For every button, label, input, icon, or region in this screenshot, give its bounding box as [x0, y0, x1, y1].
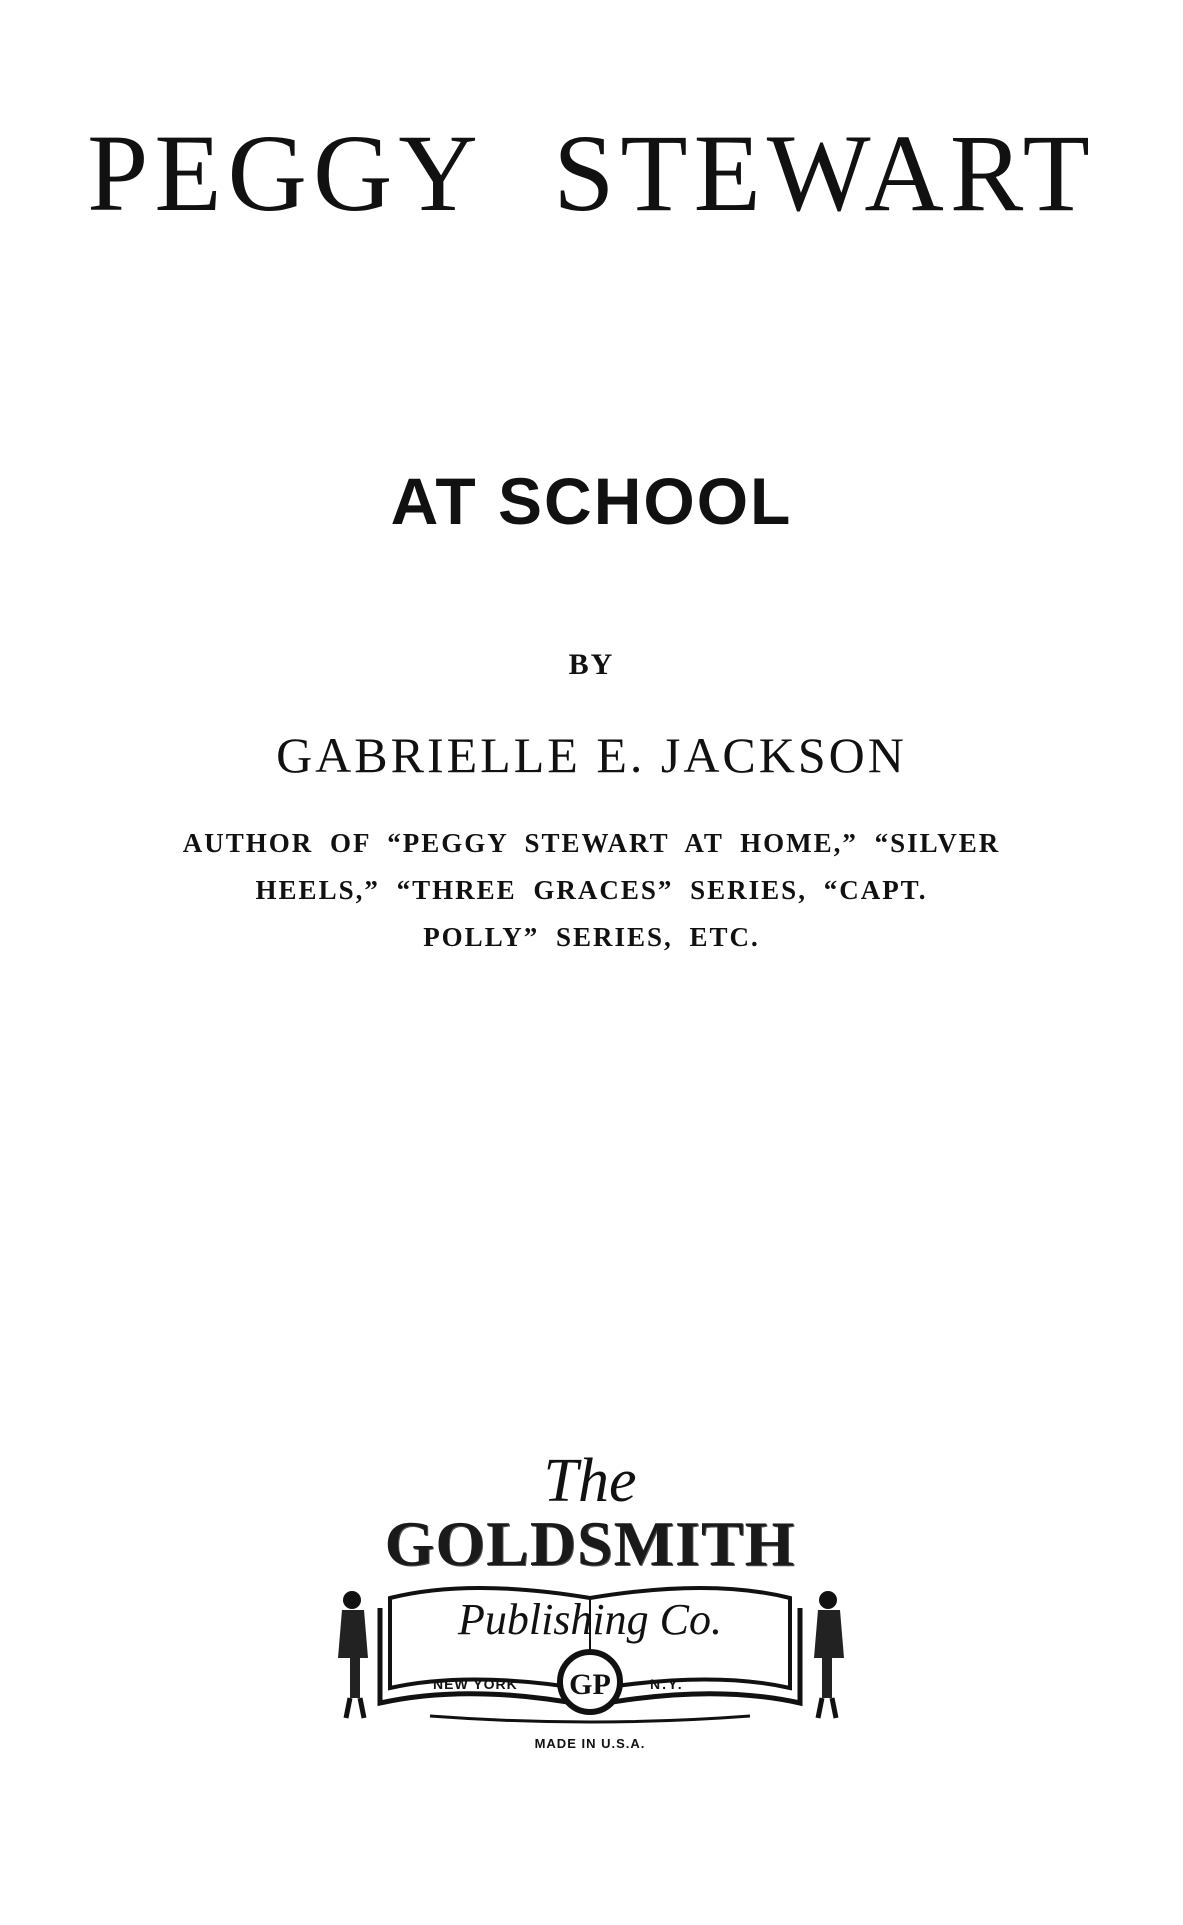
credits-line-3: POLLY” SERIES, ETC. — [423, 922, 760, 952]
publisher-logo — [320, 1447, 860, 1751]
publisher-name: GOLDSMITH — [384, 1508, 796, 1579]
book-title: PEGGY STEWART — [87, 112, 1096, 234]
credits-line-2: HEELS,” “THREE GRACES” SERIES, “CAPT. — [255, 875, 928, 905]
book-subtitle: AT SCHOOL — [390, 464, 793, 538]
publisher-publishing-co: Publishing Co. — [457, 1595, 723, 1644]
author-credits — [100, 820, 1083, 961]
publisher-the: The — [543, 1447, 637, 1515]
made-in-usa: MADE IN U.S.A. — [534, 1736, 646, 1751]
author-name: GABRIELLE E. JACKSON — [276, 727, 907, 783]
gp-monogram-icon — [560, 1652, 620, 1712]
publisher-city: NEW YORK — [433, 1676, 518, 1692]
monogram-text: GP — [569, 1668, 611, 1701]
by-line: BY — [568, 648, 615, 681]
credits-line-1: AUTHOR OF “PEGGY STEWART AT HOME,” “SILVER — [182, 828, 1001, 858]
publisher-state: N.Y. — [650, 1676, 684, 1692]
